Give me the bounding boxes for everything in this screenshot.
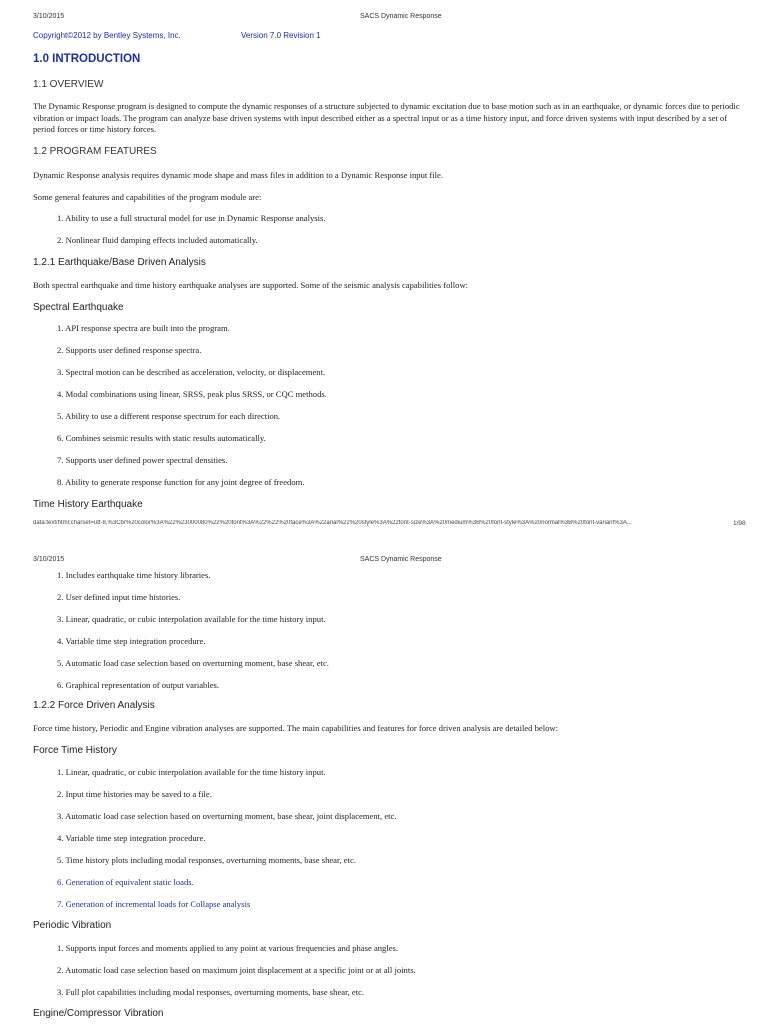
list-item: 2. User defined input time histories. [57,592,181,602]
list-item: 4. Variable time step integration procedure. [57,833,206,843]
list-item: 8. Ability to generate response function for any joint degree of freedom. [57,477,305,487]
subheading-force-time-history: Force Time History [33,745,117,756]
section-heading-overview: 1.1 OVERVIEW [33,79,104,90]
list-item: 4. Modal combinations using linear, SRSS, peak plus SRSS, or CQC methods. [57,389,327,399]
print-date: 3/10/2015 [33,13,65,20]
section-heading-force-driven: 1.2.2 Force Driven Analysis [33,700,155,711]
print-doc-title: SACS Dynamic Response [360,13,442,20]
list-item: 2. Supports user defined response spectra. [57,345,202,355]
print-doc-title: SACS Dynamic Response [360,556,442,563]
list-item: 2. Input time histories may be saved to a file. [57,789,212,799]
subheading-engine-compressor-vibration: Engine/Compressor Vibration [33,1008,164,1019]
list-item: 3. Linear, quadratic, or cubic interpolation available for the time history input. [57,614,326,624]
list-item: 7. Supports user defined power spectral densities. [57,455,228,465]
link-equivalent-static-loads[interactable]: 6. Generation of equivalent static loads. [57,877,194,887]
page-divider [0,536,768,556]
copyright-text: Copyright©2012 by Bentley Systems, Inc. [33,31,181,40]
section-heading-program-features: 1.2 PROGRAM FEATURES [33,146,157,157]
force-driven-paragraph: Force time history, Periodic and Engine vibration analyses are supported. The main capabilities and features for force driven analysis are detailed below: [33,723,558,733]
list-item: 1. API response spectra are built into the program. [57,323,230,333]
features-paragraph-1: Dynamic Response analysis requires dynamic mode shape and mass files in addition to a Dynamic Response input file. [33,170,444,180]
list-item: 2. Nonlinear fluid damping effects included automatically. [57,235,258,245]
earthquake-paragraph: Both spectral earthquake and time history earthquake analyses are supported. Some of the seismic analysis capabilities follow: [33,280,469,290]
section-heading-introduction: 1.0 INTRODUCTION [33,53,141,65]
list-item: 6. Graphical representation of output variables. [57,680,220,690]
subheading-time-history-earthquake: Time History Earthquake [33,499,143,510]
list-item: 5. Ability to use a different response spectrum for each direction. [57,411,281,421]
list-item: 5. Automatic load case selection based on overturning moment, base shear, etc. [57,658,329,668]
list-item: 3. Spectral motion can be described as acceleration, velocity, or displacement. [57,367,326,377]
page-number: 1/98 [733,520,746,527]
link-incremental-loads-collapse[interactable]: 7. Generation of incremental loads for Collapse analysis [57,899,251,909]
list-item: 1. Includes earthquake time history libraries. [57,570,211,580]
version-text: Version 7.0 Revision 1 [241,31,321,40]
subheading-spectral-earthquake: Spectral Earthquake [33,302,124,313]
list-item: 1. Ability to use a full structural model for use in Dynamic Response analysis. [57,213,326,223]
list-item: 4. Variable time step integration procedure. [57,636,206,646]
subheading-periodic-vibration: Periodic Vibration [33,920,112,931]
overview-paragraph: The Dynamic Response program is designed to compute the dynamic responses of a structure subjected to dynamic excitation due to base motion such as in an earthquake, or dynamic forces due to periodic vibration or impact loads. The program can analyze base driven systems with input described either as a spectral input or as a time history input, and force driven systems with input described by a set of period forces or time history forces. [33,101,740,134]
list-item: 3. Full plot capabilities including modal responses, overturning moments, base shear, etc. [57,987,365,997]
list-item: 1. Linear, quadratic, or cubic interpolation available for the time history input. [57,767,326,777]
list-item: 3. Automatic load case selection based on overturning moment, base shear, joint displacement, etc. [57,811,397,821]
list-item: 5. Time history plots including modal responses, overturning moments, base shear, etc. [57,855,356,865]
section-heading-earthquake: 1.2.1 Earthquake/Base Driven Analysis [33,257,206,268]
list-item: 2. Automatic load case selection based on maximum joint displacement at a specific joint or at all joints. [57,965,416,975]
list-item: 6. Combines seismic results with static results automatically. [57,433,266,443]
list-item: 1. Supports input forces and moments applied to any point at various frequencies and phase angles. [57,943,399,953]
features-paragraph-2: Some general features and capabilities of the program module are: [33,192,262,202]
print-date: 3/10/2015 [33,556,65,563]
footer-url: data:text/html;charset=utf-8,%3Cbr%20color%3A%22%23000080%22%20font%3A%22%22%20face%3A%22arial%22%20style%3A%22font-size%3A%20medium%3B%20font-style%3A%20normal%3B%20font-variant%3A... [33,520,632,526]
